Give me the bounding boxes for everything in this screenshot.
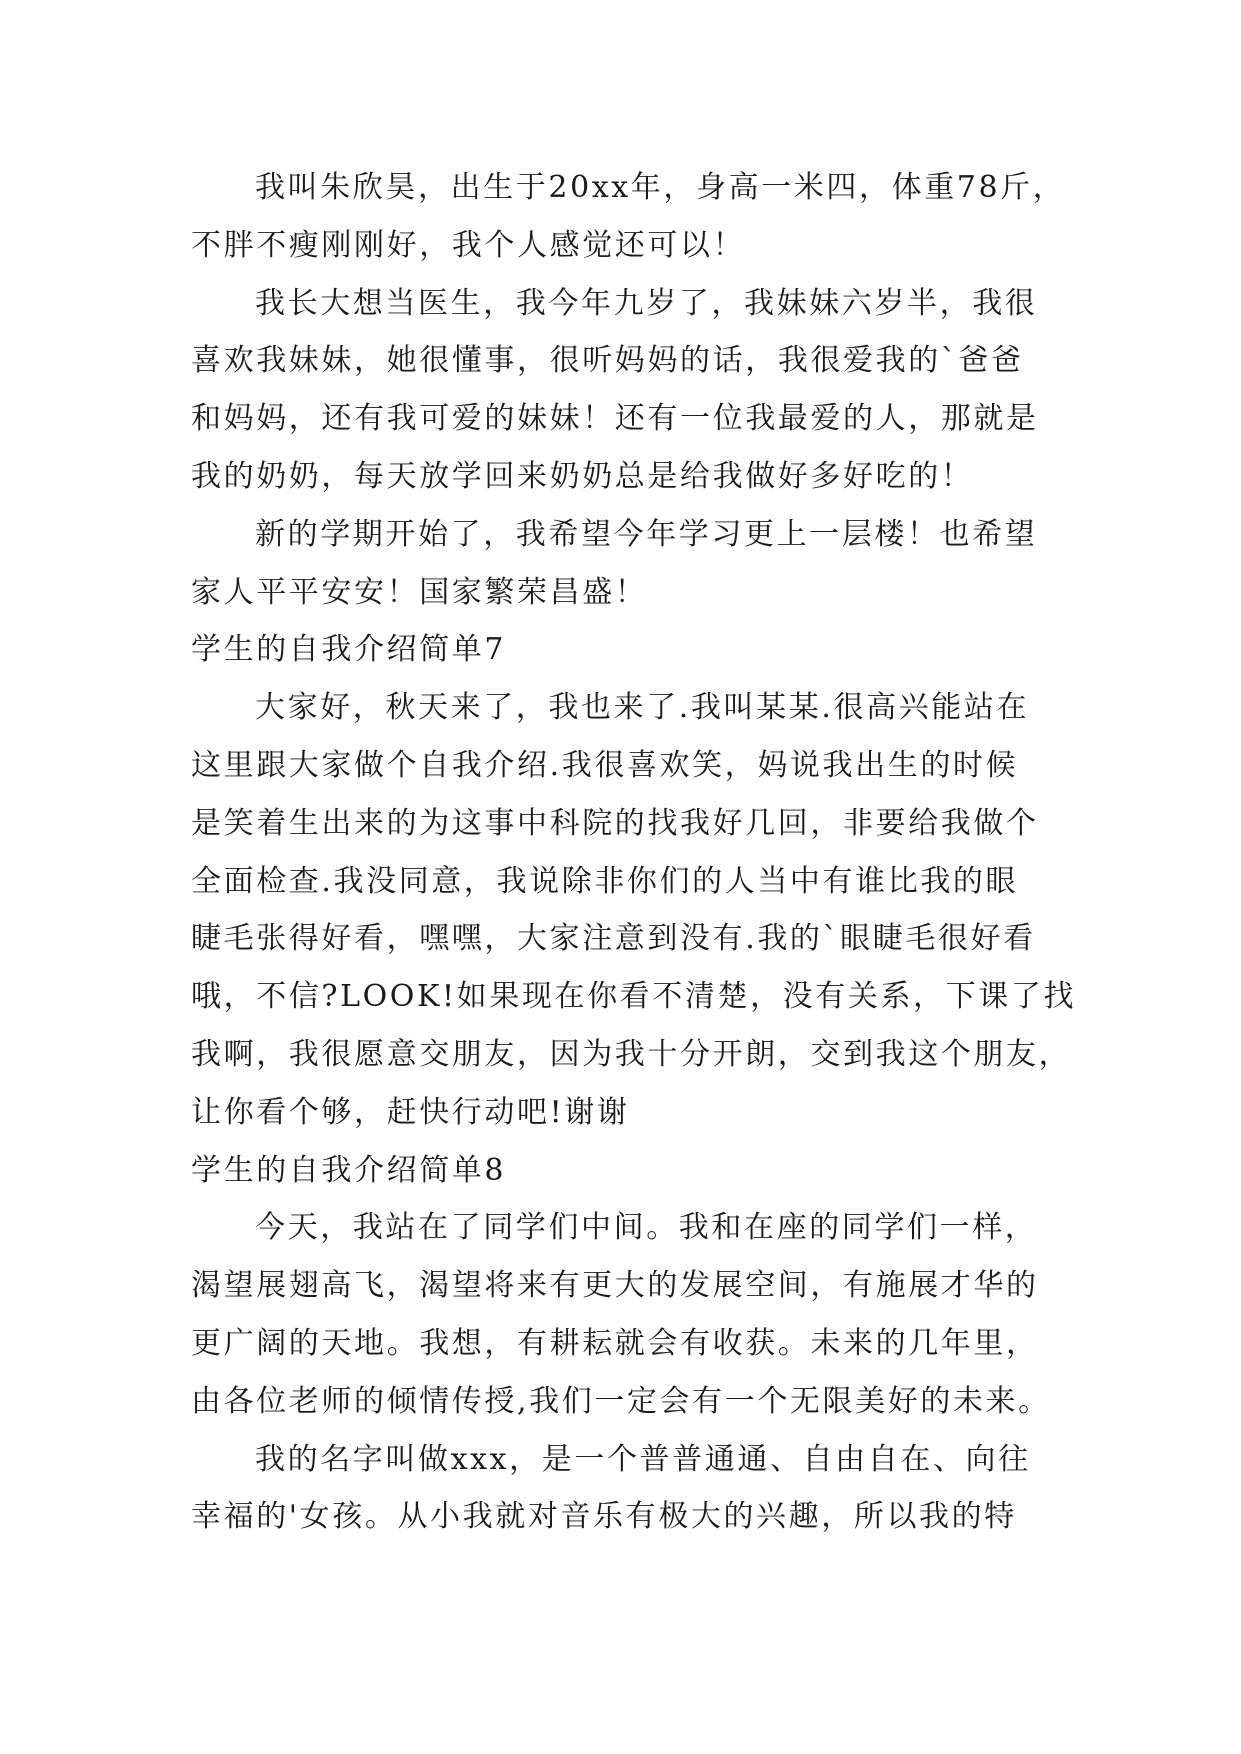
text-line: 我叫朱欣昊，出生于20xx年，身高一米四，体重78斤， xyxy=(255,170,1066,205)
text-line: 不胖不瘦刚刚好，我个人感觉还可以！ xyxy=(191,227,746,263)
paragraph-wish xyxy=(191,506,1051,622)
text-line: 全面检查.我没同意，我说除非你们的人当中有谁比我的眼 xyxy=(191,863,1019,899)
text-line: 我长大想当医生，我今年九岁了，我妹妹六岁半，我很 xyxy=(255,285,1038,321)
document-body xyxy=(191,159,1077,1546)
text-line: 由各位老师的倾情传授,我们一定会有一个无限美好的未来。 xyxy=(191,1383,1051,1419)
paragraph-family xyxy=(191,275,1051,506)
paragraph-section-7 xyxy=(191,679,1077,1141)
text-line: 我的奶奶，每天放学回来奶奶总是给我做好多好吃的！ xyxy=(191,458,974,494)
text-line: 喜欢我妹妹，她很懂事，很听妈妈的话，我很爱我的`爸爸 xyxy=(191,343,1024,379)
paragraph-section-8 xyxy=(191,1199,1051,1430)
paragraph-intro xyxy=(191,159,1066,275)
section-heading-8: 学生的自我介绍简单8 xyxy=(191,1152,507,1188)
text-line: 我的名字叫做xxx，是一个普普通通、自由自在、向往 xyxy=(255,1441,1031,1477)
text-line: 大家好，秋天来了，我也来了.我叫某某.很高兴能站在 xyxy=(255,690,1030,726)
text-line: 哦，不信?LOOK!如果现在你看不清楚，没有关系，下课了找 xyxy=(191,979,1077,1015)
text-line: 家人平平安安！国家繁荣昌盛！ xyxy=(191,574,648,610)
text-line: 幸福的'女孩。从小我就对音乐有极大的兴趣，所以我的特 xyxy=(191,1499,1017,1535)
text-line: 今天，我站在了同学们中间。我和在座的同学们一样， xyxy=(255,1210,1038,1246)
text-line: 渴望展翅高飞，渴望将来有更大的发展空间，有施展才华的 xyxy=(191,1268,1039,1304)
text-line: 和妈妈，还有我可爱的妹妹！还有一位我最爱的人，那就是 xyxy=(191,401,1039,437)
paragraph-name-intro xyxy=(191,1431,1051,1547)
text-line: 新的学期开始了，我希望今年学习更上一层楼！也希望 xyxy=(255,516,1038,552)
text-line: 是笑着生出来的为这事中科院的找我好几回，非要给我做个 xyxy=(191,805,1039,841)
text-line: 睫毛张得好看，嘿嘿，大家注意到没有.我的`眼睫毛很好看 xyxy=(191,921,1036,957)
text-line: 我啊，我很愿意交朋友，因为我十分开朗，交到我这个朋友， xyxy=(191,1036,1072,1072)
text-line: 这里跟大家做个自我介绍.我很喜欢笑，妈说我出生的时候 xyxy=(191,747,1019,783)
section-heading-7: 学生的自我介绍简单7 xyxy=(191,632,507,668)
text-line: 更广阔的天地。我想，有耕耘就会有收获。未来的几年里， xyxy=(191,1325,1039,1361)
text-line: 让你看个够，赶快行动吧!谢谢 xyxy=(191,1094,630,1130)
